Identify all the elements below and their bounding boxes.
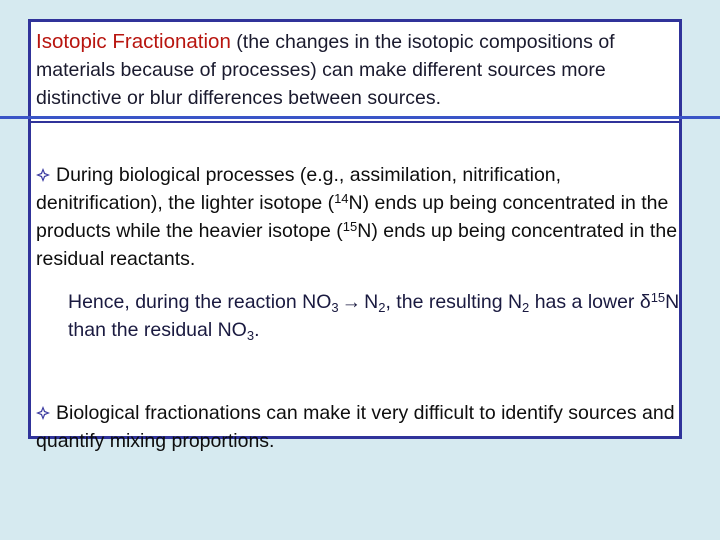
no3-subscript: 3	[331, 300, 339, 315]
delta-symbol: δ	[639, 291, 651, 313]
heavy-mass: 15	[342, 219, 358, 234]
bullet1-text-a: During biological processes (e.g., assimilation, nitrification, denitrification), the lighter isotope (	[36, 164, 562, 214]
bullet1-heavy-elem: N) ends up being concentrated in the residual reactants.	[36, 220, 678, 270]
title-box	[31, 22, 679, 123]
sub-paragraph	[36, 288, 686, 344]
n2-subscript-b: 2	[522, 300, 530, 315]
divider-rule	[0, 116, 720, 119]
sub-text-b: , the resulting N	[385, 291, 523, 313]
n2-subscript-a: 2	[378, 300, 386, 315]
sub-text-d: N than the residual NO	[68, 291, 680, 341]
bullet-paragraph-1	[36, 161, 686, 273]
sub-text-a: Hence, during the reaction NO	[68, 291, 332, 313]
title-lead: Isotopic Fractionation	[36, 30, 231, 53]
page-title	[36, 28, 684, 112]
diamond-bullet-icon	[36, 406, 50, 420]
diamond-bullet-icon	[36, 168, 50, 182]
no3-subscript-2: 3	[246, 328, 255, 343]
bullet2-text: Biological fractionations can make it very difficult to identify sources and quantify mixing proportions.	[36, 402, 675, 452]
title-rest: (the changes in the isotopic compositions of materials because of processes) can make different sources more distinctive or blur differences between sources.	[36, 31, 615, 109]
bullet-paragraph-2	[36, 399, 686, 455]
sub-text-c: has a lower	[529, 291, 640, 313]
body-area	[36, 161, 686, 455]
bullet1-light-elem: N) ends up being concentrated in the products while the heavier isotope (	[36, 192, 669, 242]
slide-frame	[28, 19, 682, 452]
light-mass: 14	[334, 191, 349, 206]
arrow-icon: →	[341, 291, 362, 313]
delta-mass: 15	[650, 290, 666, 305]
sub-text-e: .	[254, 319, 260, 341]
n2-letter: N	[364, 291, 379, 313]
